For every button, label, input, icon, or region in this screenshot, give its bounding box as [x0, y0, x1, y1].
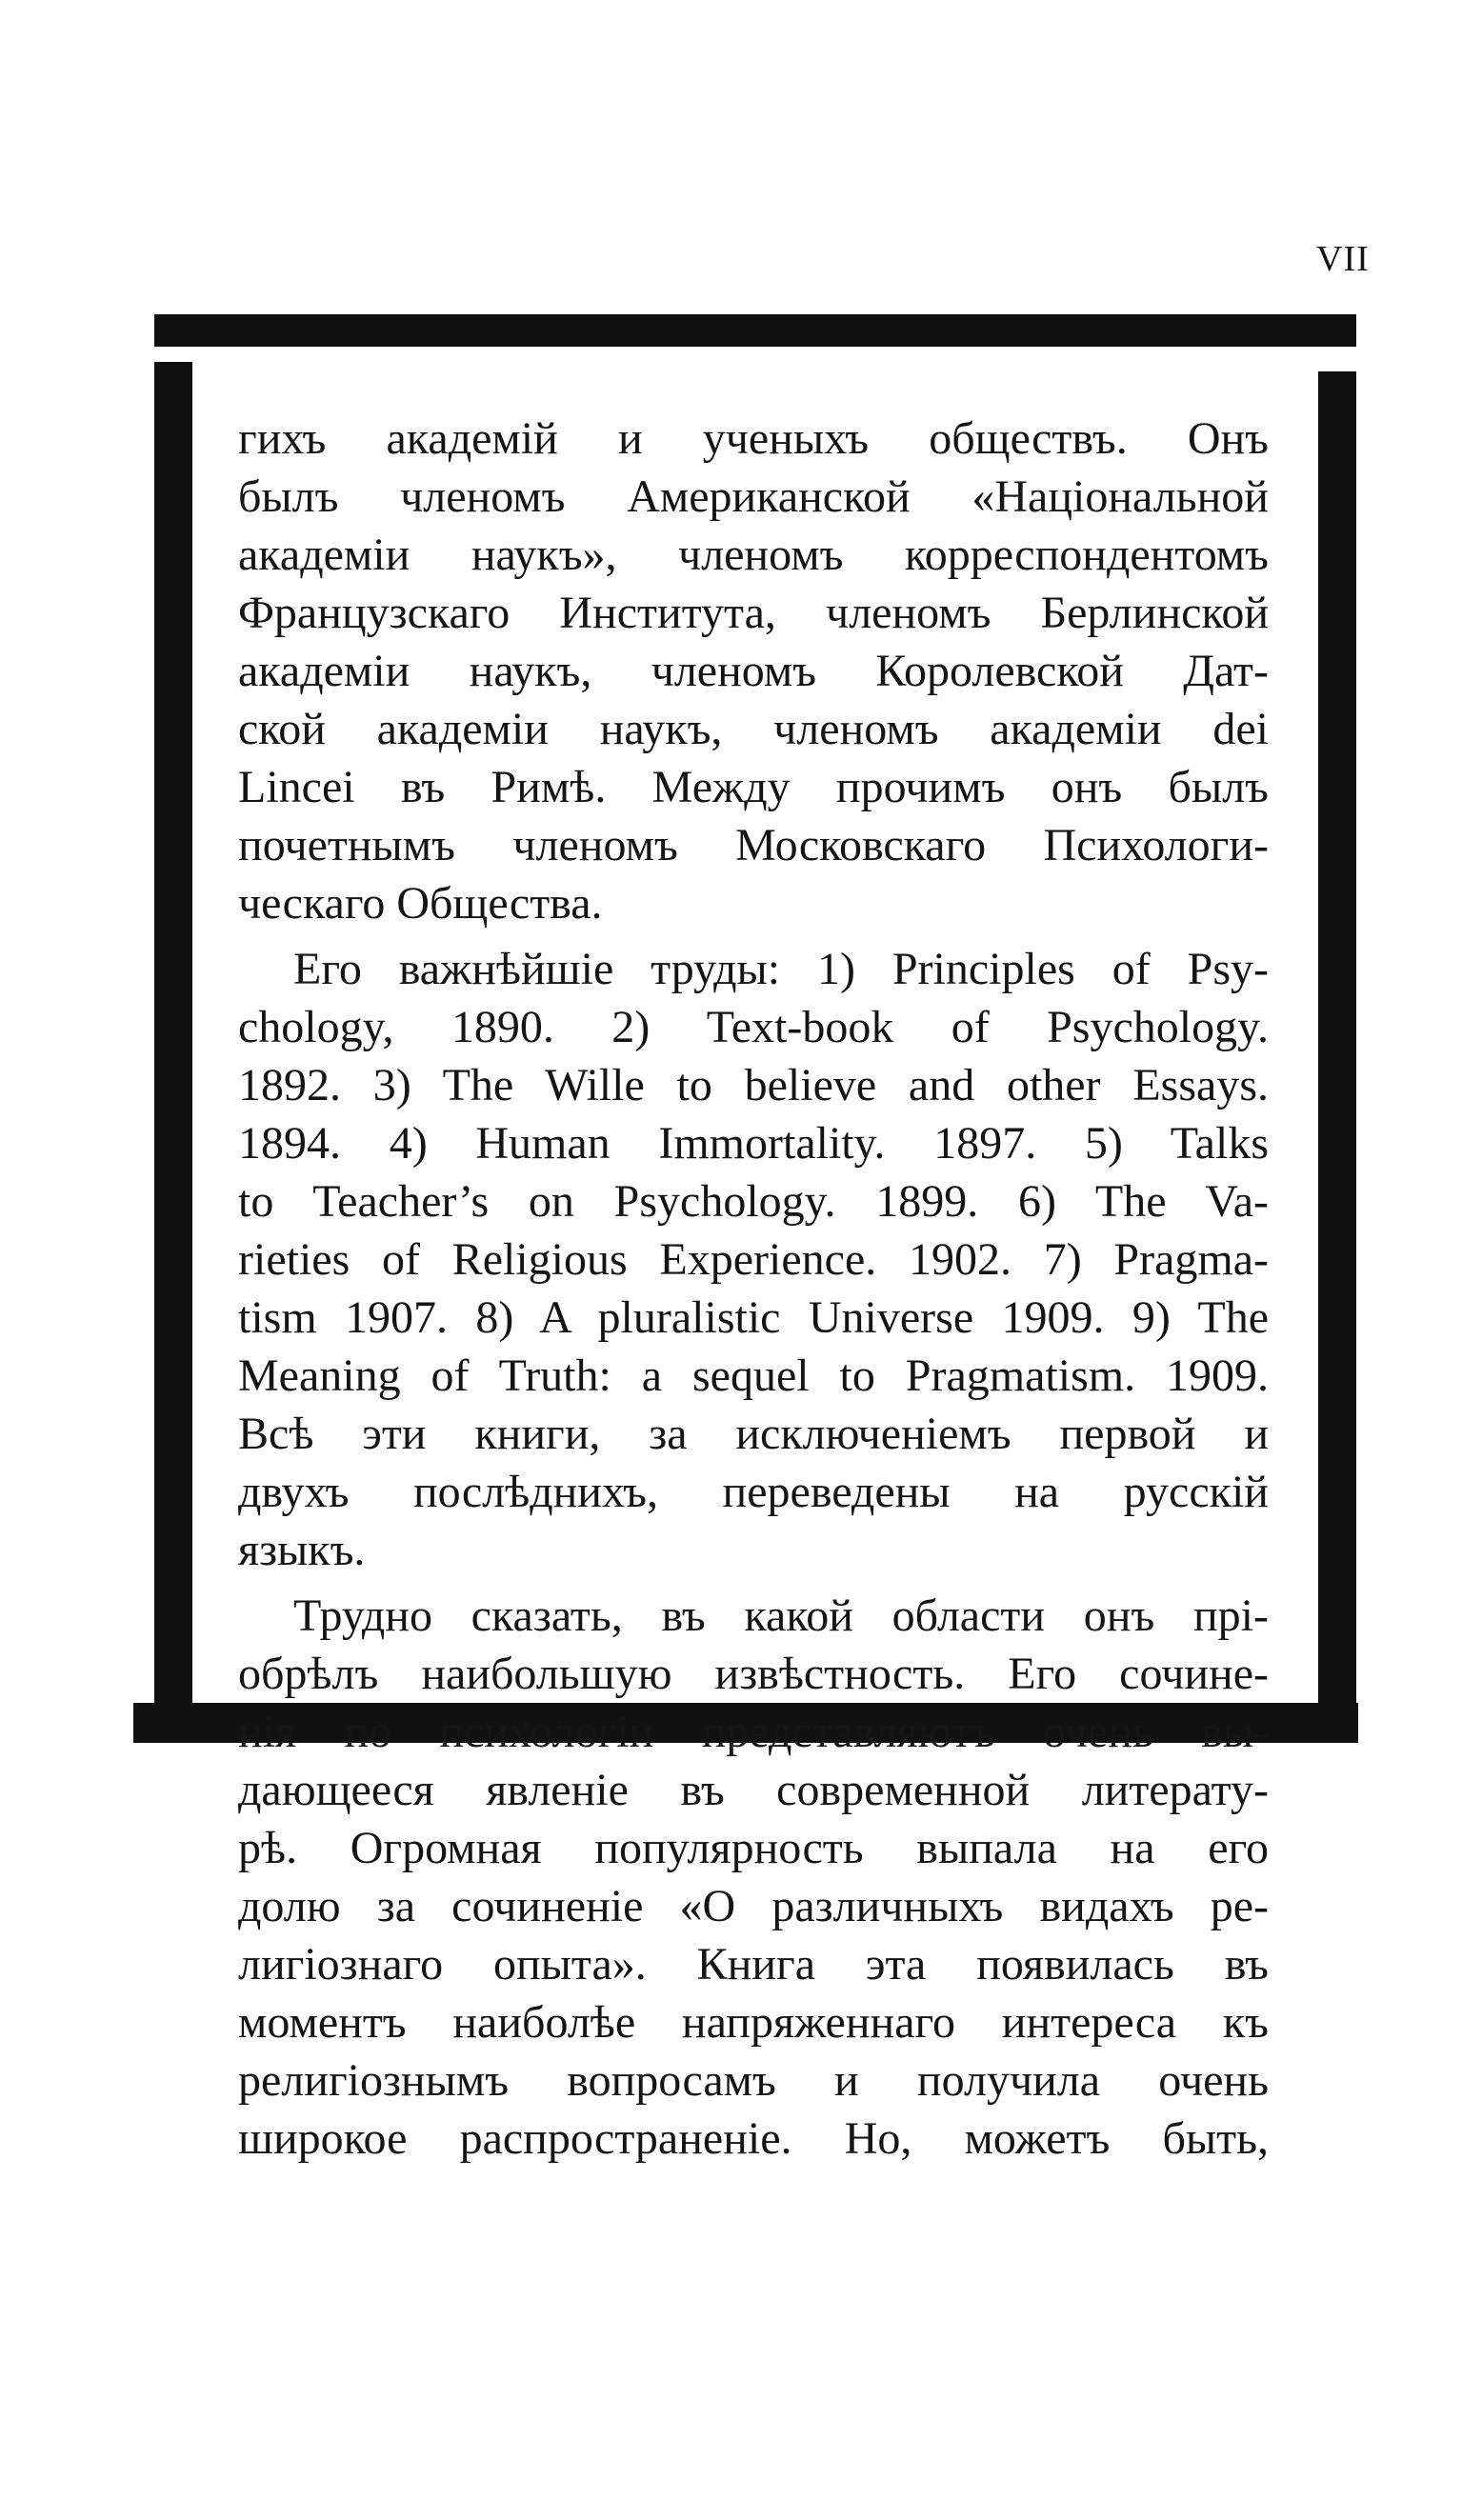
text-line: chology, 1890. 2) Text-book of Psychology.: [238, 1002, 1269, 1052]
text-line: лигіознаго опыта». Книга эта появилась въ: [238, 1939, 1269, 1990]
page-number: VII: [1316, 239, 1370, 279]
text-line: Lincei въ Римѣ. Между прочимъ онъ былъ: [238, 762, 1269, 812]
text-line: Трудно сказать, въ какой области онъ прі-: [293, 1590, 1269, 1641]
text-line: ской академіи наукъ, членомъ академіи dei: [238, 704, 1269, 754]
frame-top-border: [154, 314, 1356, 347]
text-line: 1894. 4) Human Immortality. 1897. 5) Talks: [238, 1118, 1269, 1169]
text-line: Его важнѣйшіе труды: 1) Principles of Psy-: [293, 944, 1269, 994]
text-line: языкъ.: [238, 1525, 366, 1575]
text-line: былъ членомъ Американской «Національной: [238, 471, 1269, 522]
text-line: Французскаго Института, членомъ Берлинской: [238, 588, 1269, 638]
text-line: обрѣлъ наибольшую извѣстность. Его сочине-: [238, 1649, 1269, 1699]
text-line: широкое распространеніе. Но, можетъ быть,: [238, 2113, 1269, 2164]
frame-left-border: [154, 362, 192, 1735]
text-line: to Teacher’s on Psychology. 1899. 6) The Va-: [238, 1176, 1269, 1227]
text-line: религіознымъ вопросамъ и получила очень: [238, 2055, 1269, 2106]
text-line: 1892. 3) The Wille to believe and other Essays.: [238, 1060, 1269, 1110]
text-line: гихъ академій и ученыхъ обществъ. Онъ: [238, 413, 1269, 464]
body-text: [238, 410, 1269, 2168]
text-line: rieties of Religious Experience. 1902. 7) Pragma-: [238, 1234, 1269, 1285]
text-line: почетнымъ членомъ Московскаго Психологи-: [238, 820, 1269, 870]
text-line: двухъ послѣднихъ, переведены на русскій: [238, 1467, 1269, 1517]
text-line: моментъ наиболѣе напряженнаго интереса къ: [238, 1997, 1269, 2048]
text-line: академіи наукъ, членомъ Королевской Дат-: [238, 646, 1269, 696]
text-line: tism 1907. 8) A pluralistic Universe 1909. 9) The: [238, 1292, 1269, 1343]
text-line: ческаго Общества.: [238, 878, 603, 929]
text-line: долю за сочиненіе «О различныхъ видахъ ре-: [238, 1881, 1269, 1931]
text-line: рѣ. Огромная популярность выпала на его: [238, 1823, 1269, 1873]
text-line: дающееся явленіе въ современной литерату-: [238, 1765, 1269, 1815]
text-line: Meaning of Truth: a sequel to Pragmatism. 1909.: [238, 1350, 1269, 1401]
text-line: Всѣ эти книги, за исключеніемъ первой и: [238, 1409, 1269, 1459]
text-line: нія по психологіи представляютъ очень вы-: [238, 1707, 1269, 1757]
frame-right-border: [1318, 371, 1356, 1733]
text-line: академіи наукъ», членомъ корреспондентомъ: [238, 530, 1269, 580]
